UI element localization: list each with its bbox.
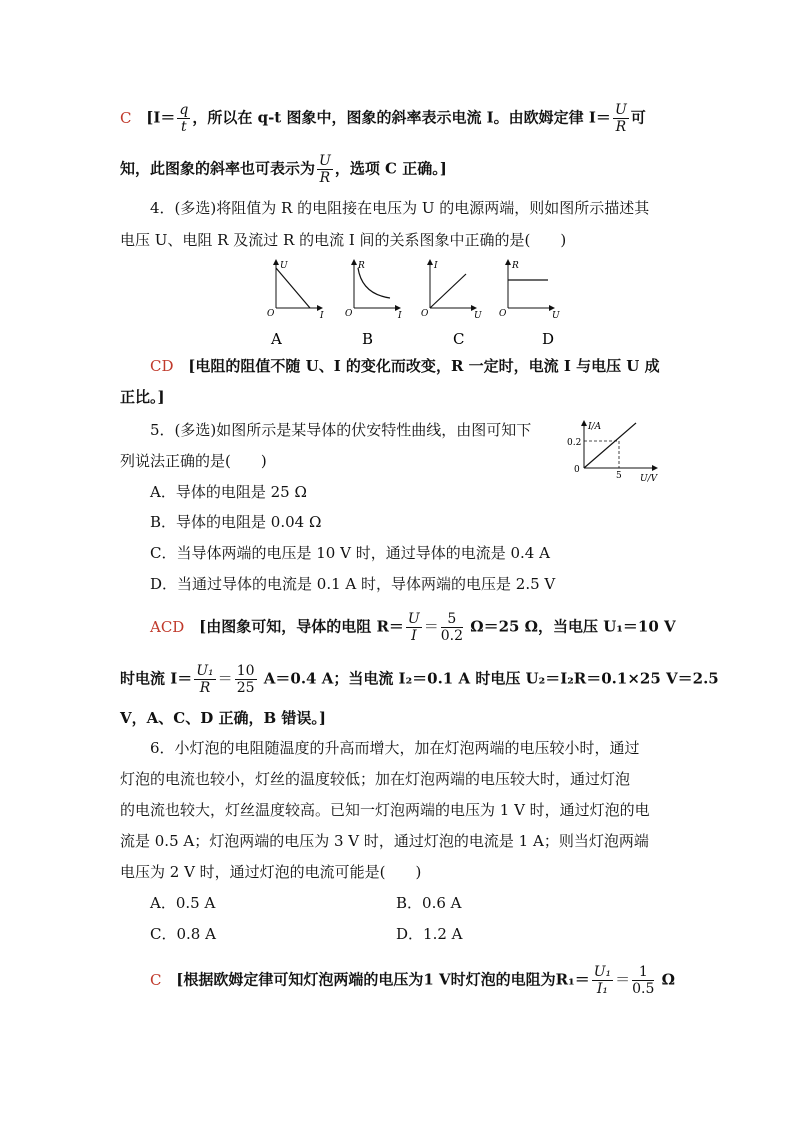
q5-graph-ylabel: I/A [588, 422, 602, 432]
graph-a-xlabel: I [320, 311, 324, 321]
q5-option-b: B．导体的电阻是 0.04 Ω [150, 513, 322, 531]
answer-letter: C [120, 108, 132, 127]
q6-stem-line-3: 的电流也较大，灯丝温度较高。已知一灯泡两端的电压为 1 V 时，通过灯泡的电 [120, 801, 650, 819]
q5-answer-line-2: 时电流 I＝ $\frac{\text{U₁}}{R}$ ＝ $\frac{10}{25}$ A＝0.4 A；当电流 I₂＝0.1 A 时电压 U₂＝I₂R＝0.1×25 V＝2.5 [120, 663, 719, 696]
graph-a [267, 260, 324, 348]
q4-stem-line-2: 电压 U、电阻 R 及流过 R 的电流 I 间的关系图象中正确的是( ) [120, 231, 567, 249]
graph-b-ylabel: R [358, 261, 365, 271]
graph-d-xlabel: U [552, 311, 560, 321]
q6-stem-line-4: 流是 0.5 A；灯泡两端的电压为 3 V 时，通过灯泡的电流是 1 A；则当灯泡两端 [120, 832, 649, 850]
graph-a-ylabel: U [280, 261, 288, 271]
q5-option-d: D．当通过导体的电流是 0.1 A 时，导体两端的电压是 2.5 V [150, 575, 556, 593]
graph-d-ylabel: R [512, 261, 519, 271]
answer-letter: C [150, 970, 162, 989]
fraction: $\frac{U}{R}$ [614, 102, 627, 135]
fraction: $\frac{U}{R}$ [319, 153, 331, 186]
q6-option-c: C．0.8 A [150, 925, 216, 943]
q5-option-a: A．导体的电阻是 25 Ω [150, 483, 307, 501]
fraction: $\frac{1}{0.5}$ [632, 964, 655, 997]
fraction: $\frac{5}{0.2}$ [440, 611, 464, 644]
q5-graph-xlabel: U/V [640, 474, 658, 484]
graph-d [499, 260, 560, 348]
text: [由图象可知，导体的电阻 R＝ [199, 617, 404, 636]
text: ，选项 C 正确。] [334, 159, 447, 178]
text: A＝0.4 A；当电流 I₂＝0.1 A 时电压 U₂＝I₂R＝0.1×25 V＝2.5 [258, 669, 719, 688]
fraction: $\frac{10}{25}$ [236, 663, 255, 696]
answer-letter: ACD [150, 617, 185, 636]
q4-answer-line-1 [150, 356, 660, 376]
q5-graph-origin: 0 [574, 465, 580, 475]
q6-stem-line-1: 6．小灯泡的电阻随温度的升高而增大，加在灯泡两端的电压较小时，通过 [150, 739, 640, 757]
graph-d-label: D [542, 330, 555, 348]
q4-answer-line-2: 正比。] [120, 388, 165, 406]
q6-option-b: B．0.6 A [396, 894, 462, 912]
graph-b-origin: O [345, 309, 353, 319]
q5-graph-xtick: 5 [616, 471, 622, 481]
text: [电阻的阻值不随 U、I 的变化而改变，R 一定时，电流 I 与电压 U 成 [188, 357, 660, 375]
q5-option-c: C．当导体两端的电压是 10 V 时，通过导体的电流是 0.4 A [150, 544, 550, 562]
graph-c-origin: O [421, 309, 429, 319]
graph-c-ylabel: I [434, 261, 438, 271]
text: Ω＝25 Ω，当电压 U₁＝10 V [465, 617, 676, 636]
q6-stem-line-2: 灯泡的电流也较小，灯丝的温度较低；加在灯泡两端的电压较大时，通过灯泡 [120, 770, 631, 788]
text: Ω [656, 970, 675, 989]
graph-b-label: B [362, 330, 374, 348]
q6-option-a: A．0.5 A [150, 894, 216, 912]
graph-c [421, 260, 482, 348]
text: 知，此图象的斜率也可表示为 [120, 159, 316, 178]
text: [根据欧姆定律可知灯泡两端的电压为1 V时灯泡的电阻为R₁＝ [176, 970, 590, 989]
q3-answer-line-1 [120, 102, 646, 135]
text: 可 [630, 108, 646, 127]
q5-stem-line-1: 5．(多选)如图所示是某导体的伏安特性曲线，由图可知下 [150, 421, 532, 439]
fraction: $\frac{q}{t}$ [179, 102, 189, 135]
graph-a-origin: O [267, 309, 275, 319]
q5-graph [562, 418, 666, 486]
graph-d-origin: O [499, 309, 507, 319]
q5-graph-ytick: 0.2 [567, 438, 582, 448]
q5-answer-line-1: ACD [由图象可知，导体的电阻 R＝ $\frac{U}{I}$ ＝ $\frac{5}{0.2}$ Ω＝25 Ω，当电压 U₁＝10 V [150, 611, 676, 644]
graph-c-label: C [453, 330, 465, 348]
q5-stem-line-2: 列说法正确的是( ) [120, 452, 267, 470]
fraction: $\frac{\text{U₁}}{R}$ [196, 663, 214, 696]
q5-answer-line-3: V，A、C、D 正确，B 错误。] [120, 709, 326, 727]
q4-stem-line-1: 4．(多选)将阻值为 R 的电阻接在电压为 U 的电源两端，则如图所示描述其 [150, 199, 650, 217]
graph-a-label: A [271, 330, 282, 348]
q6-stem-line-5: 电压为 2 V 时，通过灯泡的电流可能是( ) [120, 863, 422, 881]
fraction: $\frac{U}{I}$ [407, 611, 420, 644]
graph-b [345, 260, 402, 348]
fraction: $\frac{\text{U₁}}{\text{I₁}}$ [593, 964, 612, 997]
q6-option-d: D．1.2 A [396, 925, 463, 943]
text: 时电流 I＝ [120, 669, 193, 688]
graph-b-xlabel: I [398, 311, 402, 321]
q4-graphs [260, 256, 580, 351]
q6-answer-line-1: C [根据欧姆定律可知灯泡两端的电压为1 V时灯泡的电阻为R₁＝ $\frac{\text{U₁}}{\text{I₁}}$ ＝ $\frac{1}{0.5}$ Ω [150, 964, 675, 997]
graph-c-xlabel: U [474, 311, 482, 321]
text: [I＝ [146, 108, 176, 127]
text: ，所以在 q-t 图象中，图象的斜率表示电流 I。由欧姆定律 I＝ [192, 108, 611, 127]
q3-answer-line-2 [120, 153, 447, 186]
answer-letter: CD [150, 357, 174, 375]
